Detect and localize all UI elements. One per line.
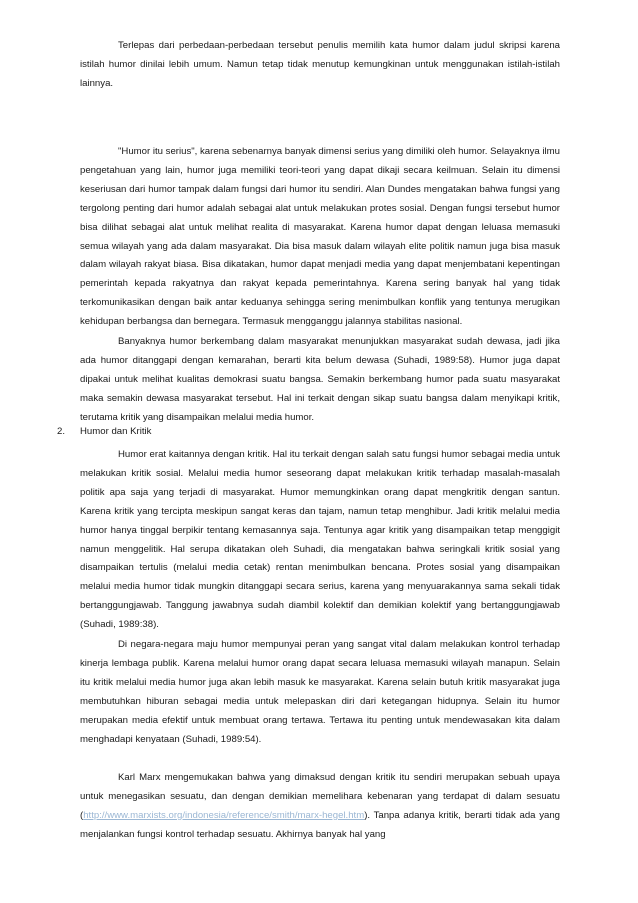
- paragraph-4: [80, 446, 560, 635]
- section-number: 2.: [57, 426, 66, 437]
- section-heading: [57, 425, 151, 439]
- paragraph-2: [80, 143, 560, 332]
- paragraph-text: Humor erat kaitannya dengan kritik. Hal itu terkait dengan salah satu fungsi humor sebagai media untuk melakukan kritik sosial. Melalui media humor seseorang dapat melakukan kritik terhadap masalah-masalah politik apa saja yang terjadi di masyarakat. Humor memungkinkan orang dapat mengkritik dengan santun. Karena kritik yang tercipta meskipun sangat keras dan tajam, namun tetap menghibur. Jadi kritik melalui media humor hanya tinggal berpikir tentang kemasannya saja. Tentunya agar kritik yang disampaikan tetap menggigit namun menggelitik. Hal serupa dikatakan oleh Suhadi, dia mengatakan bahwa seringkali kritik sosial yang disampaikan tertulis (melalui media cetak) rentan menimbulkan bencana. Protes sosial yang disampaikan melalui media humor tidak mungkin ditanggapi secara serius, karena yang menyuarakannya sama sekali tidak bertanggungjawab. Tanggung jawabnya sudah diambil kolektif dan demikian kolektif yang bertanggungjawab (Suhadi, 1989:38).: [80, 449, 560, 631]
- paragraph-text: Terlepas dari perbedaan-perbedaan tersebut penulis memilih kata humor dalam judul skripsi karena istilah humor dinilai lebih umum. Namun tetap tidak menutup kemungkinan untuk menggunakan istilah-istilah lainnya.: [80, 40, 560, 89]
- paragraph-1: [80, 37, 560, 94]
- paragraph-3: [80, 333, 560, 428]
- paragraph-6: [80, 769, 560, 845]
- paragraph-text-end: ). Tanpa adanya kritik, berarti tidak ada yang menjalankan fungsi kontrol terhadap sesuatu. Akhirnya banyak hal yang: [80, 809, 560, 840]
- marxists-link[interactable]: http://www.marxists.org/indonesia/reference/smith/marx-hegel.htm: [83, 809, 365, 821]
- paragraph-text: Di negara-negara maju humor mempunyai peran yang sangat vital dalam melakukan kontrol terhadap kinerja lembaga publik. Karena melalui humor orang dapat secara leluasa memasuki wilayah manapun. Selain itu kritik melalui media humor juga akan lebih masuk ke masyarakat. Karena selain butuh kritik masyarakat juga membutuhkan hiburan sebagai media untuk melepaskan diri dari ketegangan hidupnya. Selain itu humor merupakan media efektif untuk membuat orang tertawa. Tertawa itu penting untuk mendewasakan kita dalam menghadapi kenyataan (Suhadi, 1989:54).: [80, 639, 560, 745]
- paragraph-5: [80, 636, 560, 749]
- paragraph-text: [80, 769, 560, 845]
- paragraph-text: Banyaknya humor berkembang dalam masyarakat menunjukkan masyarakat sudah dewasa, jadi jika ada humor ditanggapi dengan kemarahan, berarti kita belum dewasa (Suhadi, 1989:58). Humor juga dapat dipakai untuk melihat kualitas demokrasi suatu bangsa. Semakin berkembang humor pada suatu masyarakat maka semakin dewasa masyarakat tersebut. Hal ini terkait dengan sikap suatu bangsa dalam menyikapi kritik, terutama kritik yang disampaikan melalui media humor.: [80, 336, 560, 423]
- section-title: Humor dan Kritik: [80, 426, 152, 437]
- paragraph-text: "Humor itu serius", karena sebenarnya banyak dimensi serius yang dimiliki oleh humor. Selayaknya ilmu pengetahuan yang lain, humor juga memiliki teori-teori yang dapat dikaji secara keilmuan. Selain itu dimensi keseriusan dari humor tampak dalam fungsi dari humor itu sendiri. Alan Dundes mengatakan bahwa fungsi yang tergolong penting dari humor adalah sebagai alat untuk melakukan protes sosial. Dengan fungsi tersebut humor bisa dilihat sebagai alat untuk melihat realita di masyarakat. Karena humor dapat dengan leluasa memasuki semua wilayah yang ada dalam masyarakat. Dia bisa masuk dalam wilayah elite politik namun juga bisa masuk dalam wilayah rakyat biasa. Bisa dikatakan, humor dapat menjadi media yang dapat menjembatani kepentingan pemerintah kepada rakyatnya dan rakyat kepada pemerintahnya. Karena sering banyak hal yang tidak terkomunikasikan dengan baik antar keduanya sehingga sering menimbulkan konflik yang tentunya merugikan kehidupan berbangsa dan bernegara. Termasuk mengganggu jalannya stabilitas nasional.: [80, 146, 560, 328]
- paragraph-text-start: Karl Marx mengemukakan bahwa yang dimaksud dengan kritik itu sendiri merupakan sebuah upaya untuk menegasikan sesuatu, dan dengan demikian memelihara kebenaran yang terdapat di dalam sesuatu (: [80, 772, 560, 821]
